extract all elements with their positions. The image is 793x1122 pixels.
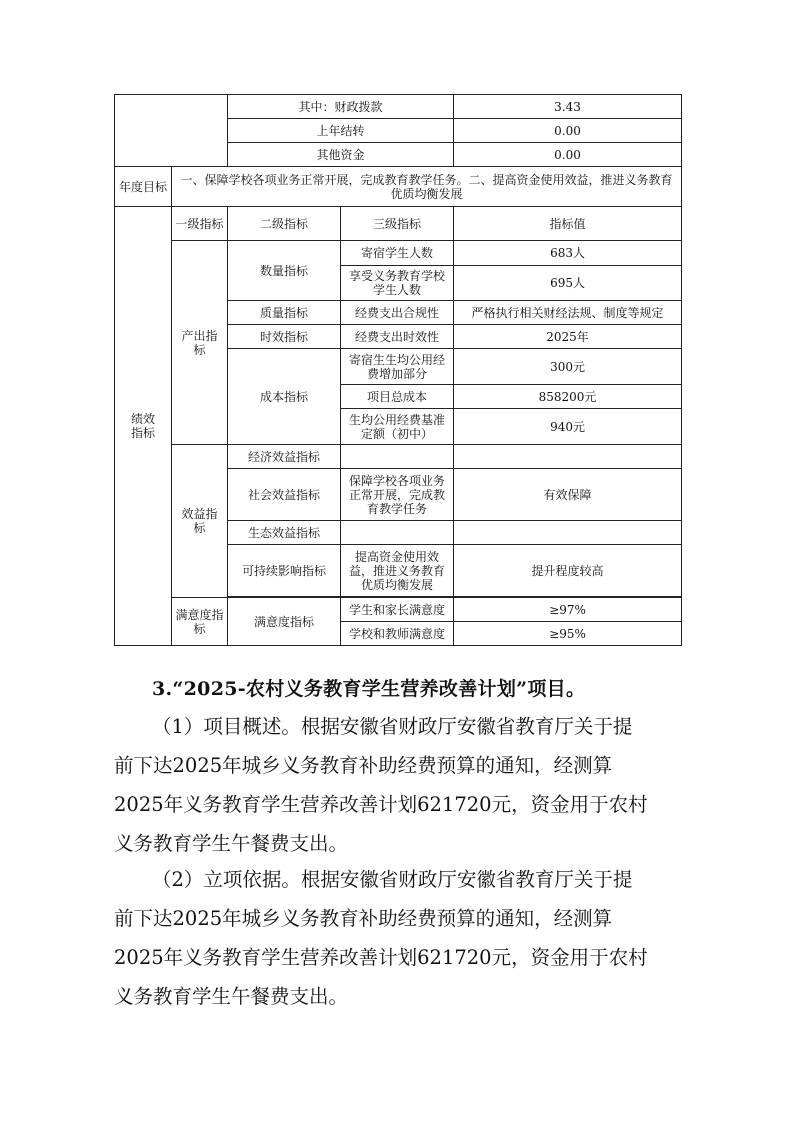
indicator-name: 经费支出时效性 [341, 325, 454, 349]
perf-indicator-label: 绩效指标 [115, 207, 172, 646]
header-value: 指标值 [454, 207, 682, 241]
paragraph-line: 义务教育学生午餐费支出。 [114, 832, 349, 855]
indicator-value: 严格执行相关财经法规、制度等规定 [454, 301, 682, 325]
output-indicator-label: 产出指标 [172, 241, 228, 445]
paragraph-line: （1）项目概述。根据安徽省财政厅安徽省教育厅关于提 [152, 715, 633, 738]
quantity-label: 数量指标 [228, 241, 341, 301]
other-funds-value: 0.00 [454, 143, 682, 167]
quality-label: 质量指标 [228, 301, 341, 325]
paragraph-line: （2）立项依据。根据安徽省财政厅安徽省教育厅关于提 [152, 868, 633, 891]
social-label: 社会效益指标 [228, 469, 341, 521]
table-row [115, 445, 682, 469]
indicator-name: 项目总成本 [341, 385, 454, 409]
sustainable-label: 可持续影响指标 [228, 545, 341, 597]
indicator-name: 提高资金使用效益，推进义务教育优质均衡发展 [341, 545, 454, 597]
table-header-row [115, 207, 682, 241]
paragraph-line: 2025年义务教育学生营养改善计划621720元，资金用于农村 [114, 946, 648, 969]
satisfaction-indicator-label: 满意度指标 [172, 598, 228, 646]
section-heading: 3.“2025-农村义务教育学生营养改善计划”项目。 [152, 678, 586, 700]
indicator-name: 学校和教师满意度 [341, 622, 454, 646]
other-funds-label: 其他资金 [228, 143, 454, 167]
indicator-name: 寄宿生生均公用经费增加部分 [341, 349, 454, 385]
annual-goal-label: 年度目标 [115, 167, 172, 207]
indicator-name: 保障学校各项业务正常开展，完成教育教学任务 [341, 469, 454, 521]
indicator-value: 683人 [454, 241, 682, 266]
indicator-name: 享受义务教育学校学生人数 [341, 266, 454, 301]
indicator-value [454, 521, 682, 545]
satisfaction-sub-label: 满意度指标 [228, 598, 341, 646]
timeliness-label: 时效指标 [228, 325, 341, 349]
indicator-value: 提升程度较高 [454, 545, 682, 597]
funding-blank-cell [115, 95, 228, 167]
header-level3: 三级指标 [341, 207, 454, 241]
table-row [115, 241, 682, 266]
benefit-indicator-label: 效益指标 [172, 445, 228, 598]
indicator-value: 940元 [454, 409, 682, 445]
indicator-name [341, 521, 454, 545]
paragraph-line: 前下达2025年城乡义务教育补助经费预算的通知，经测算 [114, 907, 613, 930]
carryover-label: 上年结转 [228, 119, 454, 143]
table-row [115, 95, 682, 119]
indicator-value: ≥95% [454, 622, 682, 646]
indicator-name: 生均公用经费基准定额（初中） [341, 409, 454, 445]
indicator-value: 300元 [454, 349, 682, 385]
indicator-name [341, 445, 454, 469]
paragraph-basis [114, 860, 682, 1016]
cost-label: 成本指标 [228, 349, 341, 445]
indicator-value: 2025年 [454, 325, 682, 349]
indicator-value: 有效保障 [454, 469, 682, 521]
indicator-value: 695人 [454, 266, 682, 301]
fiscal-label: 其中：财政拨款 [228, 95, 454, 119]
paragraph-line: 义务教育学生午餐费支出。 [114, 985, 349, 1008]
indicator-value: ≥97% [454, 598, 682, 622]
carryover-value: 0.00 [454, 119, 682, 143]
economic-label: 经济效益指标 [228, 445, 341, 469]
indicator-name: 寄宿学生人数 [341, 241, 454, 266]
paragraph-line: 前下达2025年城乡义务教育补助经费预算的通知，经测算 [114, 754, 613, 777]
fiscal-value: 3.43 [454, 95, 682, 119]
annual-goal-text: 一、保障学校各项业务正常开展，完成教育教学任务。二、提高资金使用效益，推进义务教育优质均衡发展 [172, 167, 682, 207]
indicator-name: 学生和家长满意度 [341, 598, 454, 622]
indicator-value [454, 445, 682, 469]
header-level1: 一级指标 [172, 207, 228, 241]
paragraph-line: 2025年义务教育学生营养改善计划621720元，资金用于农村 [114, 793, 648, 816]
table-row [115, 598, 682, 622]
table-row [115, 167, 682, 207]
indicator-value: 858200元 [454, 385, 682, 409]
paragraph-overview [114, 707, 682, 863]
ecological-label: 生态效益指标 [228, 521, 341, 545]
header-level2: 二级指标 [228, 207, 341, 241]
performance-table [114, 94, 682, 646]
indicator-name: 经费支出合规性 [341, 301, 454, 325]
